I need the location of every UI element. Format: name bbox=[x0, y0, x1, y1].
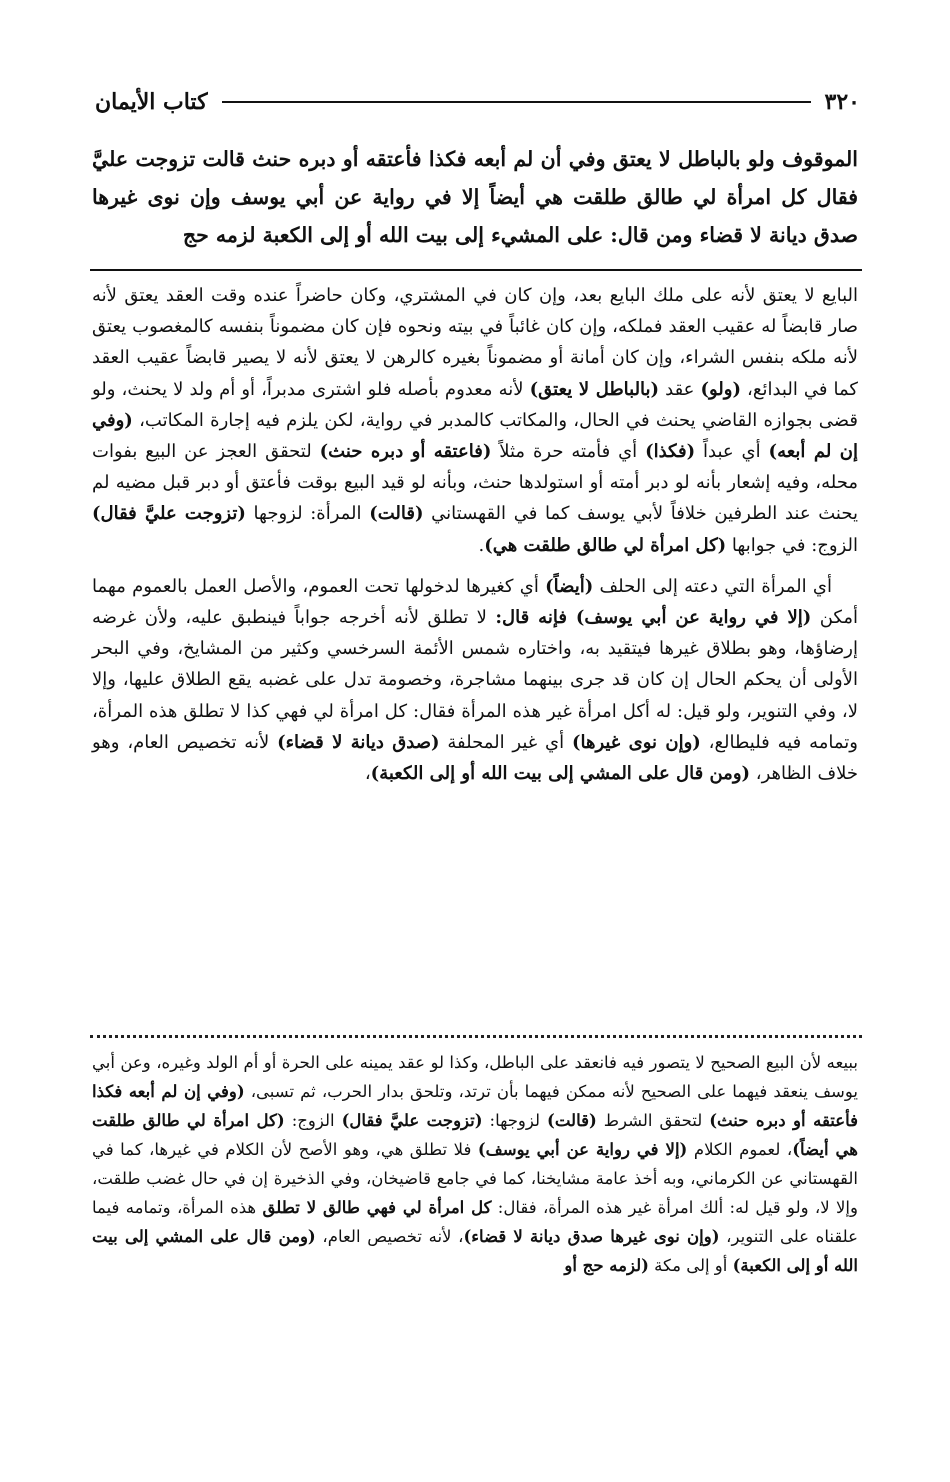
footnote: ببيعه لأن البيع الصحيح لا يتصور فيه فانعقد على الباطل، وكذا لو عقد يمينه على الحرة أو أم الولد وغيره، وعن أبي يوسف ينعقد فيهما على الصحيح لأنه ممكن فيهما بأن ترتد، وتلحق بدار الحرب، ثم تسبى، (وفي إن لم أبعه فكذا فأعتقه أو دبره حنث) لتحقق الشرط (قالت) لزوجها: (تزوجت عليَّ فقال) الزوج: (كل امرأة لي طالق طلقت هي أيضاً)، لعموم الكلام (إلا في رواية عن أبي يوسف) فلا تطلق هي، وهو الأصح لأن الكلام في غيرها، كما في القهستاني عن الكرماني، وبه أخذ عامة مشايخنا، كما في جامع قاضيخان، وفي الذخيرة إن في حال غضب طلقت، وإلا لا، ولو قيل له: ألك امرأة غير هذه المرأة، فقال: كل امرأة لي فهي طالق لا تطلق هذه المرأة، وتمامه فيما علقناه على التنوير، (وإن نوى غيرها صدق ديانة لا قضاء)، لأنه تخصيص العام، (ومن قال على المشي إلى بيت الله أو إلى الكعبة) أو إلى مكة (لزمه حج أو bbox=[92, 1053, 859, 1275]
page-number: ٣٢٠ bbox=[824, 89, 860, 115]
main-text-divider bbox=[90, 269, 862, 271]
header-rule bbox=[222, 101, 811, 103]
commentary bbox=[92, 280, 858, 799]
commentary-paragraph-2: أي المرأة التي دعته إلى الحلف (أيضاً) أي كغيرها لدخولها تحت العموم، والأصل العمل بالعموم مهما أمكن (إلا في رواية عن أبي يوسف) فإنه قال: لا تطلق لأنه أخرجه جواباً فينطبق عليه، ولأن غرضه إرضاؤها، وهو بطلاق غيرها فيتقيد به، واختاره شمس الأئمة السرخسي وكثير من المشايخ، وفي البحر الأولى أن يحكم الحال إن كان قد جرى بينهما مشاجرة، وخصومة تدل على غضبه يقع الطلاق عليها، وإلا لا، وفي التنوير، ولو قيل: له أكل امرأة غير هذه المرأة فقال: كل امرأة لي فهي كذا لا تطلق هذه المرأة، وتمامه فيه فليطالع، (وإن نوى غيرها) أي غير المحلفة (صدق ديانة لا قضاء) لأنه تخصيص العام، وهو خلاف الظاهر، (ومن قال على المشي إلى بيت الله أو إلى الكعبة)، bbox=[92, 575, 858, 785]
footnote-divider bbox=[90, 1035, 862, 1038]
main-text: الموقوف ولو بالباطل لا يعتق وفي أن لم أبعه فكذا فأعتقه أو دبره حنث قالت تزوجت عليَّ فقال كل امرأة لي طالق طلقت هي أيضاً إلا في رواية عن أبي يوسف وإن نوى غيرها صدق ديانة لا قضاء ومن قال: على المشيء إلى بيت الله أو إلى الكعبة لزمه حج bbox=[92, 147, 858, 247]
page-header bbox=[95, 82, 860, 122]
commentary-paragraph-1: البايع لا يعتق لأنه على ملك البايع بعد، وإن كان في المشتري، وكان حاضراً عنده وقت العقد يعتق لأنه صار قابضاً له عقيب العقد فملكه، وإن كان غائباً في بيته ونحوه فإن كان مضموناً بنفسه كالمغصوب يعتق لأنه ملكه بنفس الشراء، وإن كان أمانة أو مضموناً بغيره كالرهن لا يعتق لأنه لا يصير قابضاً عقيب العقد كما في البدائع، (ولو) عقد (بالباطل لا يعتق) لأنه معدوم بأصله فلو اشترى مدبراً، أو أم ولد لا يحنث، ولو قضى بجوازه القاضي يحنث في الحال، والمكاتب كالمدبر في رواية، لكن يلزم فيه إجارة المكاتب، (وفي إن لم أبعه) أي عبداً (فكذا) أي فأمته حرة مثلاً (فاعتقه أو دبره حنث) لتحقق العجز عن البيع بفوات محله، وفيه إشعار بأنه لو دبر أمته أو استولدها حنث، وبأنه لو قيد البيع بوقت فأعتق أو دبر قبل مضيه لم يحنث عند الطرفين خلافاً لأبي يوسف كما في القهستاني (قالت) المرأة: لزوجها (تزوجت عليَّ فقال) الزوج: في جوابها (كل امرأة لي طالق طلقت هي). bbox=[92, 285, 858, 556]
chapter-title: كتاب الأيمان bbox=[95, 89, 208, 115]
